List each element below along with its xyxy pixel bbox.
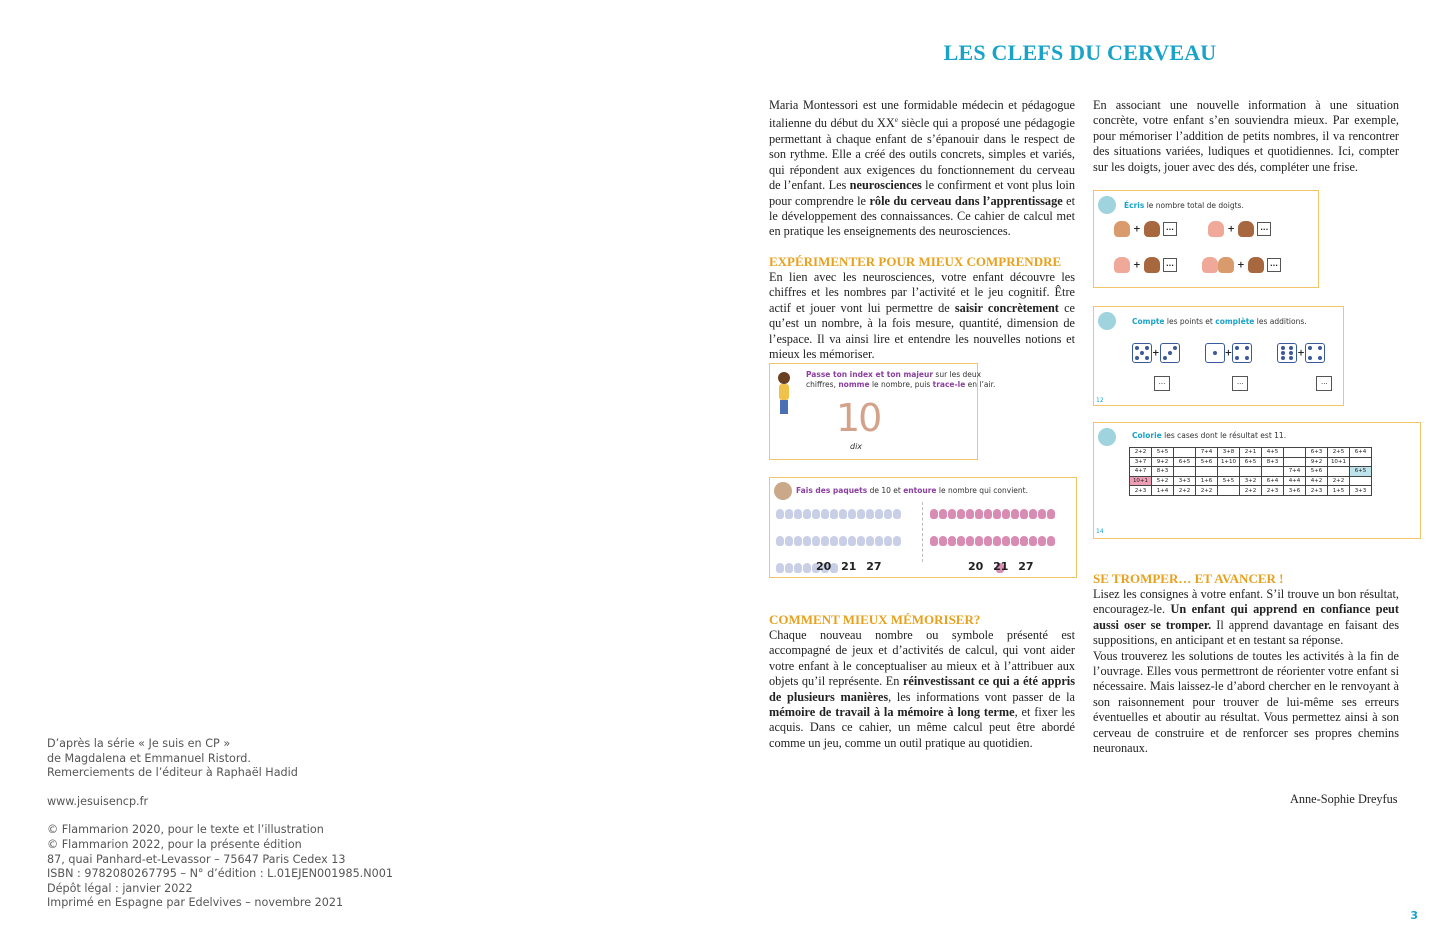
grid-cell[interactable]: 4+7 <box>1130 467 1152 477</box>
grid-row <box>1130 476 1372 486</box>
hand-icon <box>1218 257 1234 273</box>
answer-box[interactable]: ... <box>1154 376 1170 391</box>
grid-cell[interactable]: 2+5 <box>1328 448 1350 458</box>
grid-cell[interactable]: 5+5 <box>1152 448 1174 458</box>
exercise-instruction: Fais des paquets de 10 et entoure le nombre qui convient. <box>796 486 1028 495</box>
grid-cell[interactable] <box>1218 486 1240 496</box>
grid-cell[interactable]: 6+4 <box>1262 476 1284 486</box>
hand-icon <box>1238 221 1254 237</box>
die-six-icon <box>1277 343 1297 363</box>
grid-cell[interactable]: 5+6 <box>1306 467 1328 477</box>
grid-cell[interactable]: 5+5 <box>1218 476 1240 486</box>
hand-icon <box>1144 257 1160 273</box>
grid-cell[interactable]: 6+5 <box>1240 457 1262 467</box>
grid-cell[interactable]: 2+2 <box>1130 448 1152 458</box>
grid-cell[interactable]: 7+4 <box>1284 467 1306 477</box>
answer-boxes <box>1154 373 1332 392</box>
section-heading: COMMENT MIEUX MÉMORISER? <box>769 612 981 627</box>
grid-cell[interactable]: 3+8 <box>1218 448 1240 458</box>
credits-block <box>47 737 407 911</box>
exercise-instruction: Écris le nombre total de doigts. <box>1124 201 1244 210</box>
exercise-count-fingers <box>1093 190 1319 288</box>
grid-cell[interactable]: 2+2 <box>1196 486 1218 496</box>
credits-series: D’après la série « Je suis en CP » <box>47 737 231 750</box>
grid-row <box>1130 457 1372 467</box>
grid-cell[interactable] <box>1262 467 1284 477</box>
brain-icon <box>1098 312 1116 330</box>
grid-cell[interactable]: 9+2 <box>1152 457 1174 467</box>
grid-row <box>1130 448 1372 458</box>
die-four-icon <box>1305 343 1325 363</box>
grid-cell[interactable]: 2+2 <box>1174 486 1196 496</box>
page-title: LES CLEFS DU CERVEAU <box>943 40 1217 65</box>
credits-printed: Imprimé en Espagne par Edelvives – novembre 2021 <box>47 896 344 910</box>
brain-icon <box>1098 196 1116 214</box>
grid-cell[interactable] <box>1350 476 1372 486</box>
answer-box[interactable]: ... <box>1232 376 1248 391</box>
page-number: 3 <box>1410 909 1418 922</box>
grid-cell[interactable]: 1+4 <box>1152 486 1174 496</box>
grid-cell[interactable] <box>1218 467 1240 477</box>
section-text-1: Lisez les consignes à votre enfant. S’il trouve un bon résultat, encouragez-le. Un enfant qui apprend en confiance peut aussi oser se tromper. Il apprend davantage en faisant des suppositions, en anticipant et en testant sa réponse. <box>1093 587 1399 648</box>
grid-cell[interactable]: 6+4 <box>1350 448 1372 458</box>
hand-icon <box>1202 257 1218 273</box>
exercise-page-number: 12 <box>1096 397 1104 404</box>
hand-icon <box>1208 221 1224 237</box>
credits-authors: de Magdalena et Emmanuel Ristord. <box>47 751 251 765</box>
credits-depot: Dépôt légal : janvier 2022 <box>47 881 193 895</box>
grid-cell[interactable] <box>1284 448 1306 458</box>
answer-box[interactable]: ... <box>1316 376 1332 391</box>
grid-cell[interactable] <box>1284 457 1306 467</box>
grid-cell[interactable]: 10+1 <box>1328 457 1350 467</box>
credits-copyright-2: © Flammarion 2022, pour la présente édition <box>47 837 302 851</box>
grid-cell[interactable]: 6+5 <box>1350 467 1372 477</box>
grid-cell[interactable]: 6+3 <box>1306 448 1328 458</box>
credits-address: 87, quai Panhard-et-Levassor – 75647 Paris Cedex 13 <box>47 852 346 866</box>
grid-cell[interactable]: 8+3 <box>1152 467 1174 477</box>
exercise-instruction: Colorie les cases dont le résultat est 11. <box>1132 431 1287 440</box>
grid-cell[interactable]: 3+2 <box>1240 476 1262 486</box>
finger-sum-row-1: + ... + ... <box>1114 221 1271 237</box>
grid-cell[interactable]: 5+2 <box>1152 476 1174 486</box>
grid-cell[interactable]: 7+4 <box>1196 448 1218 458</box>
grid-cell[interactable]: 1+5 <box>1328 486 1350 496</box>
grid-cell[interactable]: 2+3 <box>1306 486 1328 496</box>
brain-icon <box>1098 428 1116 446</box>
grid-cell[interactable]: 2+2 <box>1328 476 1350 486</box>
grid-cell[interactable]: 3+3 <box>1350 486 1372 496</box>
section-text: Chaque nouveau nombre ou symbole présenté est accompagné de jeux et d’activités de calcul, qui vont aider votre enfant à le conceptualiser au mieux et à l’attribuer aux objets qu’il représente. En réinvestissant ce qui a été appris de plusieurs manières, les informations vont passer de la mémoire de travail à la mémoire à long terme, et fixer les acquis. Dans ce cahier, un même calcul peut être abordé comme un jeu, comme un outil pratique au quotidien. <box>769 628 1075 750</box>
grid-cell[interactable]: 3+6 <box>1284 486 1306 496</box>
finger-sum-row-2: + ... + ... <box>1114 257 1281 273</box>
grid-cell[interactable] <box>1240 467 1262 477</box>
section-heading: EXPÉRIMENTER POUR MIEUX COMPRENDRE <box>769 254 1062 269</box>
grid-cell[interactable]: 10+1 <box>1130 476 1152 486</box>
die-four-icon <box>1232 343 1252 363</box>
child-illustration <box>776 372 792 416</box>
credits-isbn: ISBN : 9782080267795 – N° d’édition : L.01EJEN001985.N001 <box>47 867 393 881</box>
section-se-tromper <box>1093 571 1399 756</box>
author-signature: Anne-Sophie Dreyfus <box>1290 792 1398 806</box>
number-ten: 10 <box>836 396 881 440</box>
number-choices-left: 20 21 27 <box>816 560 882 573</box>
grid-cell[interactable] <box>1328 467 1350 477</box>
grid-cell[interactable]: 3+3 <box>1174 476 1196 486</box>
grid-cell[interactable]: 4+4 <box>1284 476 1306 486</box>
grid-cell[interactable] <box>1174 448 1196 458</box>
grid-cell[interactable]: 9+2 <box>1306 457 1328 467</box>
exercise-page-number: 14 <box>1096 528 1104 535</box>
grid-cell[interactable]: 5+6 <box>1196 457 1218 467</box>
grid-cell[interactable]: 2+3 <box>1262 486 1284 496</box>
grid-cell[interactable]: 2+1 <box>1240 448 1262 458</box>
number-choices-right: 20 21 27 <box>968 560 1034 573</box>
hand-icon <box>1144 221 1160 237</box>
exercise-instruction: Passe ton index et ton majeur sur les deux chiffres, nomme le nombre, puis trace-le en l’air. <box>806 370 996 389</box>
grid-cell[interactable] <box>1196 467 1218 477</box>
die-three-icon <box>1160 343 1180 363</box>
exercise-trace-ten <box>769 363 996 460</box>
number-word: dix <box>850 442 863 451</box>
sum-grid <box>1129 447 1372 496</box>
die-five-icon <box>1132 343 1152 363</box>
child-avatar-icon <box>774 482 792 500</box>
section-text: En lien avec les neurosciences, votre enfant découvre les chiffres et les nombres par l’activité et le jeu cognitif. Être actif et jouer vont lui permettre de saisir concrètement ce qu’est un nombre, à la fois mesure, quantité, dimension de l’espace. Il va ainsi lire et entendre les nouvelles notions et mieux les mémoriser. <box>769 270 1075 362</box>
die-one-icon <box>1205 343 1225 363</box>
credits-thanks: Remerciements de l’éditeur à Raphaël Hadid <box>47 766 298 780</box>
exercise-dice-addition <box>1093 306 1344 406</box>
hand-icon <box>1114 221 1130 237</box>
grid-cell[interactable]: 1+6 <box>1196 476 1218 486</box>
exercise-color-grid <box>1093 422 1421 539</box>
grid-cell[interactable]: 1+10 <box>1218 457 1240 467</box>
grid-cell[interactable] <box>1174 467 1196 477</box>
section-text-2: Vous trouverez les solutions de toutes les activités à la fin de l’ouvrage. Elles vous permettront de réorienter votre enfant si nécessaire. Mais laissez-le d’abord chercher en le renvoyant à son raisonnement pour trouver de lui-même ses erreurs éventuelles et aboutir au résultat. Vous permettez ainsi à son cerveau de construire et de renforcer ses propres chemins neuronaux. <box>1093 648 1399 756</box>
intro-paragraph: Maria Montessori est une formidable médecin et pédagogue italienne du début du XXe siècle qui a proposé une pédagogie permettant à chaque enfant de s’épanouir dans le respect de son rythme. Elle a créé des outils concrets, simples et variés, qui répondent aux exigences du fonctionnement du cerveau de l’enfant. Les neurosciences le confirment et vont plus loin pour comprendre le rôle du cerveau dans l’apprentissage et le développement des connaissances. Ce cahier de calcul met en pratique les enseignements des neurosciences. <box>769 98 1076 239</box>
section-heading: SE TROMPER… ET AVANCER ! <box>1093 571 1284 586</box>
credits-copyright-1: © Flammarion 2020, pour le texte et l’illustration <box>47 823 324 837</box>
grid-cell[interactable]: 2+2 <box>1240 486 1262 496</box>
right-intro-paragraph: En associant une nouvelle information à une situation concrète, votre enfant s’en souviendra mieux. Par exemple, pour mémoriser l’addition de petits nombres, il va rencontrer des situations variées, ludiques et quotidiennes. Ici, compter sur les doigts, jouer avec des dés, compléter une frise. <box>1093 98 1399 174</box>
exercise-group-tens <box>769 477 1077 578</box>
grid-cell[interactable]: 3+7 <box>1130 457 1152 467</box>
grid-cell[interactable]: 4+2 <box>1306 476 1328 486</box>
hand-icon <box>1114 257 1130 273</box>
grid-cell[interactable]: 2+3 <box>1130 486 1152 496</box>
grid-row <box>1130 467 1372 477</box>
section-experimenter <box>769 254 1075 362</box>
grid-row <box>1130 486 1372 496</box>
hand-icon <box>1248 257 1264 273</box>
credits-website[interactable]: www.jesuisencp.fr <box>47 794 149 808</box>
grid-cell[interactable] <box>1350 457 1372 467</box>
dice-row: + + + <box>1132 343 1325 363</box>
section-memoriser <box>769 612 1075 751</box>
exercise-instruction: Compte les points et complète les additions. <box>1132 317 1307 326</box>
divider <box>922 502 924 562</box>
grid-cell[interactable]: 6+5 <box>1174 457 1196 467</box>
grid-cell[interactable]: 8+3 <box>1262 457 1284 467</box>
grid-cell[interactable]: 4+5 <box>1262 448 1284 458</box>
